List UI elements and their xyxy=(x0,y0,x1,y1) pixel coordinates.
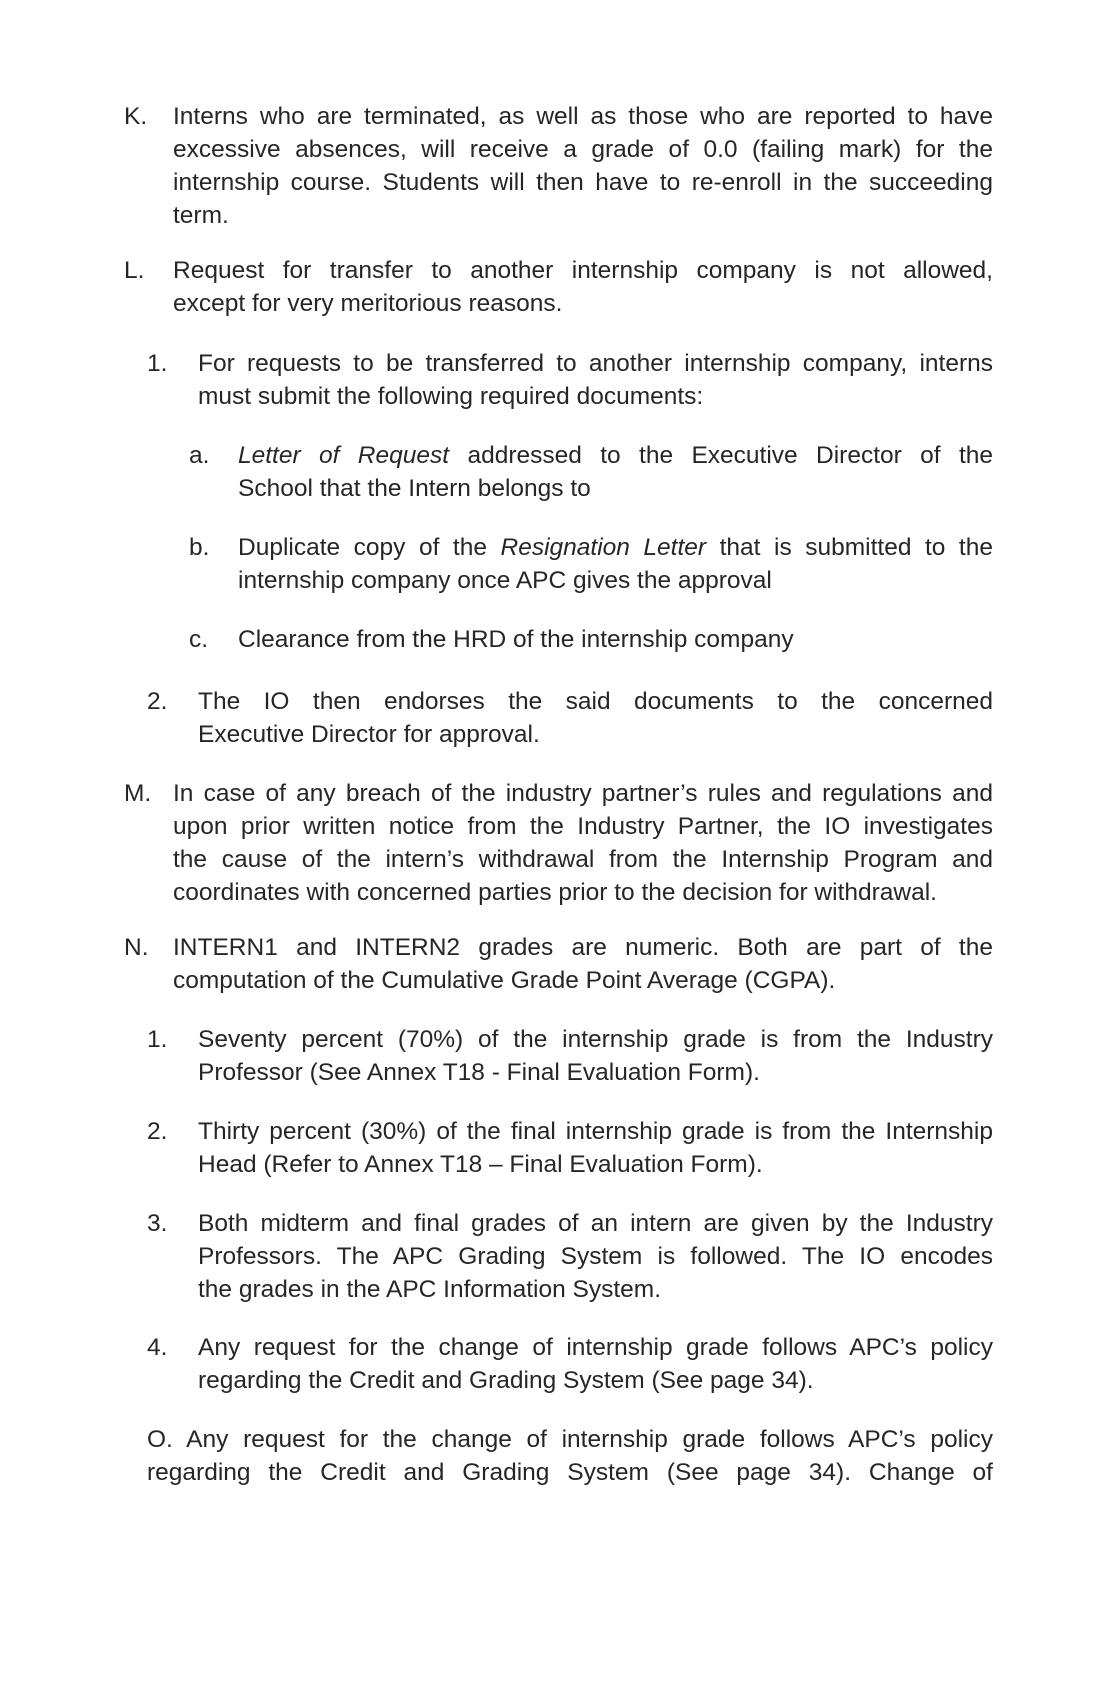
item-text-n-4 xyxy=(198,1331,993,1397)
text-line: internship company once APC gives the approval xyxy=(238,567,772,594)
text-line: Professor (See Annex T18 - Final Evaluation Form). xyxy=(198,1059,760,1086)
item-text-n xyxy=(173,931,993,997)
text-line: regarding the Credit and Grading System (See page 34). xyxy=(198,1367,814,1394)
text-line: the cause of the intern’s withdrawal from the Internship Program and xyxy=(173,846,993,873)
item-marker-l-1: 1. xyxy=(147,350,168,377)
item-text-l-1-b xyxy=(238,531,993,597)
text-line: Executive Director for approval. xyxy=(198,721,540,748)
text-line: the grades in the APC Information System. xyxy=(198,1276,662,1303)
text-line: computation of the Cumulative Grade Point Average (CGPA). xyxy=(173,967,836,994)
text-line: Clearance from the HRD of the internship company xyxy=(238,626,794,653)
item-marker-l-1-c: c. xyxy=(189,626,209,653)
item-text-n-3 xyxy=(198,1207,993,1306)
text-line: In case of any breach of the industry partner’s rules and regulations and xyxy=(173,780,993,807)
text-line: must submit the following required documents: xyxy=(198,383,704,410)
text-line: regarding the Credit and Grading System (See page 34). Change of xyxy=(147,1459,993,1486)
item-marker-l-1-b: b. xyxy=(189,534,210,561)
text-line: Both midterm and final grades of an intern are given by the Industry xyxy=(198,1210,993,1237)
italic-title: Resignation Letter xyxy=(500,534,707,561)
item-marker-l-1-a: a. xyxy=(189,442,210,469)
item-marker-l: L. xyxy=(124,257,145,284)
text-line: Interns who are terminated, as well as those who are reported to have xyxy=(173,103,993,130)
item-text-o xyxy=(147,1423,993,1489)
item-text-m xyxy=(173,777,993,909)
text-line: coordinates with concerned parties prior to the decision for withdrawal. xyxy=(173,879,937,906)
item-marker-n: N. xyxy=(124,934,149,961)
item-marker-k: K. xyxy=(124,103,148,130)
item-text-n-1 xyxy=(198,1023,993,1089)
text-span: that is submitted to the xyxy=(706,534,993,561)
item-text-l-1 xyxy=(198,347,993,413)
text-line: Thirty percent (30%) of the final internship grade is from the Internship xyxy=(198,1118,993,1145)
item-text-l xyxy=(173,254,993,320)
text-line: INTERN1 and INTERN2 grades are numeric. Both are part of the xyxy=(173,934,993,961)
item-marker-n-3: 3. xyxy=(147,1210,168,1237)
text-line: For requests to be transferred to another internship company, interns xyxy=(198,350,993,377)
text-span: Duplicate copy of the xyxy=(238,534,501,561)
item-marker-n-2: 2. xyxy=(147,1118,168,1145)
item-text-n-2 xyxy=(198,1115,993,1181)
text-line: Head (Refer to Annex T18 – Final Evaluation Form). xyxy=(198,1151,763,1178)
text-line: Any request for the change of internship grade follows APC’s policy xyxy=(198,1334,993,1361)
item-text-l-1-c xyxy=(238,623,993,656)
item-marker-n-4: 4. xyxy=(147,1334,168,1361)
text-line xyxy=(238,531,993,564)
item-marker-l-2: 2. xyxy=(147,688,168,715)
item-marker-n-1: 1. xyxy=(147,1026,168,1053)
text-line: School that the Intern belongs to xyxy=(238,475,591,502)
item-text-k xyxy=(173,100,993,232)
text-line: internship course. Students will then have to re-enroll in the succeeding xyxy=(173,169,993,196)
text-line: upon prior written notice from the Industry Partner, the IO investigates xyxy=(173,813,993,840)
text-line: excessive absences, will receive a grade of 0.0 (failing mark) for the xyxy=(173,136,993,163)
text-line xyxy=(238,439,993,472)
text-line: Professors. The APC Grading System is followed. The IO encodes xyxy=(198,1243,993,1270)
item-marker-m: M. xyxy=(124,780,152,807)
text-line: The IO then endorses the said documents to the concerned xyxy=(198,688,993,715)
text-line: O. Any request for the change of internship grade follows APC’s policy xyxy=(147,1426,993,1453)
text-line: term. xyxy=(173,202,229,229)
text-span: addressed to the Executive Director of the xyxy=(449,442,994,469)
italic-title: Letter of Request xyxy=(238,442,450,469)
text-line: except for very meritorious reasons. xyxy=(173,290,563,317)
text-line: Request for transfer to another internship company is not allowed, xyxy=(173,257,993,284)
item-text-l-2 xyxy=(198,685,993,751)
text-line: Seventy percent (70%) of the internship grade is from the Industry xyxy=(198,1026,993,1053)
item-text-l-1-a xyxy=(238,439,993,505)
